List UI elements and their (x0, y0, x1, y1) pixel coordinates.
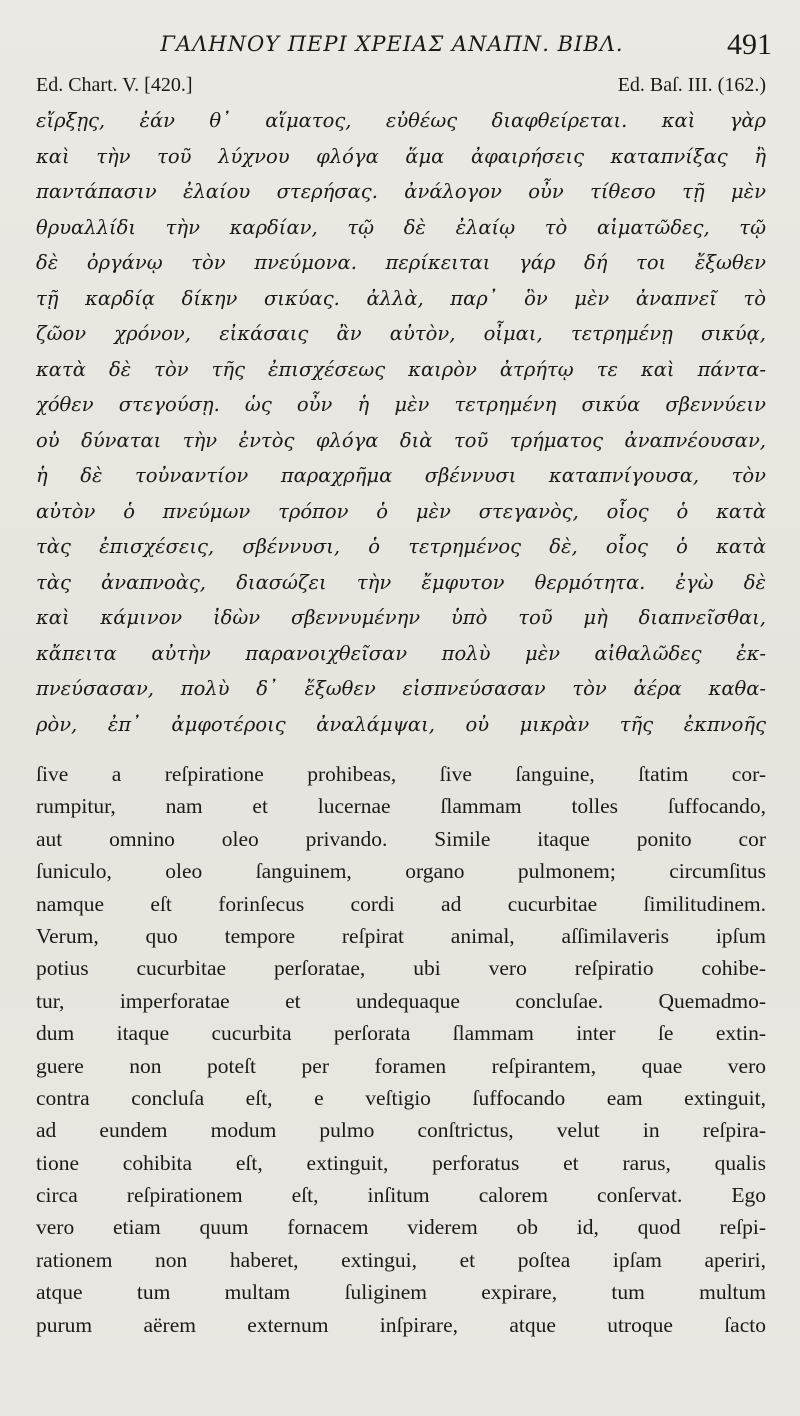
greek-text-line: τὰς ἐπισχέσεις, σβέννυσι, ὁ τετρημένος δὲ, οἷος ὁ κατὰ (36, 535, 766, 558)
latin-text-line: circa reſpirationem eſt, inſitum calorem conſervat. Ego (36, 1183, 766, 1208)
greek-text-line: ζῶον χρόνον, εἰκάσαις ἂν αὐτὸν, οἶμαι, τετρημένῃ σικύᾳ, (36, 322, 766, 345)
running-title: ΓΑΛΗΝΟΥ ΠΕΡΙ ΧΡΕΙΑΣ ΑΝΑΠΝ. ΒΙΒΛ. (160, 32, 624, 56)
latin-text-line: potius cucurbitae perſoratae, ubi vero reſpiratio cohibe- (36, 956, 766, 981)
greek-text-line: ρὸν, ἐπ᾽ ἀμφοτέροις ἀναλάμψαι, οὐ μικρὰν τῆς ἐκπνοῆς (36, 712, 766, 736)
latin-text-line: tur, imperforatae et undequaque concluſae. Quemadmo- (36, 988, 766, 1013)
greek-text-block (36, 103, 766, 742)
latin-text-line: vero etiam quum fornacem viderem ob id, quod reſpi- (36, 1215, 766, 1240)
greek-text-line: οὐ δύναται τὴν ἐντὸς φλόγα διὰ τοῦ τρήματος ἀναπνέουσαν, (36, 428, 766, 452)
greek-text-line: χόθεν στεγούσῃ. ὡς οὖν ἡ μὲν τετρημένη σικύα σβεννύειν (36, 393, 766, 416)
latin-text-line: rationem non haberet, extingui, et poſtea ipſam aperiri, (36, 1247, 766, 1272)
greek-text-line: καὶ κάμινον ἰδὼν σβεννυμένην ὑπὸ τοῦ μὴ διαπνεῖσθαι, (36, 606, 766, 629)
latin-text-line: ſive a reſpiratione prohibeas, ſive ſanguine, ſtatim cor- (36, 762, 766, 786)
latin-text-line: ad eundem modum pulmo conſtrictus, velut in reſpira- (36, 1118, 766, 1143)
greek-text-line: δὲ ὀργάνῳ τὸν πνεύμονα. περίκειται γάρ δή τοι ἔξωθεν (36, 251, 766, 274)
edition-left: Ed. Chart. V. [420.] (36, 74, 193, 96)
latin-text-block (36, 758, 766, 1341)
edition-right: Ed. Baſ. III. (162.) (617, 74, 766, 96)
greek-text-line: αὐτὸν ὁ πνεύμων τρόπον ὁ μὲν στεγανὸς, οἷος ὁ κατὰ (36, 499, 766, 523)
latin-text-line: tione cohibita eſt, extinguit, perforatus et rarus, qualis (36, 1150, 766, 1175)
greek-text-line: θρυαλλίδι τὴν καρδίαν, τῷ δὲ ἐλαίῳ τὸ αἱματῶδες, τῷ (36, 215, 766, 239)
page-number: 491 (727, 28, 772, 61)
latin-text-line: Verum, quo tempore reſpirat animal, aſſimilaveris ipſum (36, 923, 766, 948)
greek-text-line: καὶ τὴν τοῦ λύχνου φλόγα ἅμα ἀφαιρήσεις καταπνίξας ἢ (36, 144, 766, 168)
latin-text-line: rumpitur, nam et lucernae ſlammam tolles ſuffocando, (36, 794, 766, 819)
latin-text-line: contra concluſa eſt, e veſtigio ſuffocando eam extinguit, (36, 1085, 766, 1110)
latin-text-line: ſuniculo, oleo ſanguinem, organo pulmonem; circumſitus (36, 859, 766, 884)
greek-text-line: ἡ δὲ τοὐναντίον παραχρῆμα σβέννυσι καταπνίγουσα, τὸν (36, 464, 766, 487)
latin-text-line: guere non poteſt per foramen reſpirantem, quae vero (36, 1053, 766, 1078)
greek-text-line: εἴρξῃς, ἐάν θ᾽ αἵματος, εὐθέως διαφθείρεται. καὶ γὰρ (36, 109, 766, 132)
greek-text-line: κατὰ δὲ τὸν τῆς ἐπισχέσεως καιρὸν ἀτρήτῳ τε καὶ πάντα- (36, 357, 766, 381)
greek-text-line: τὰς ἀναπνοὰς, διασώζει τὴν ἔμφυτον θερμότητα. ἐγὼ δὲ (36, 570, 766, 594)
greek-text-line: κἄπειτα αὐτὴν παρανοιχθεῖσαν πολὺ μὲν αἰθαλῶδες ἐκ- (36, 641, 766, 665)
latin-text-line: atque tum multam ſuliginem expirare, tum multum (36, 1280, 766, 1305)
running-head (0, 26, 800, 66)
greek-text-line: τῇ καρδίᾳ δίκην σικύας. ἀλλὰ, παρ᾽ ὃν μὲν ἀναπνεῖ τὸ (36, 286, 766, 310)
latin-text-line: dum itaque cucurbita perſorata ſlammam inter ſe extin- (36, 1021, 766, 1046)
greek-text-line: παντάπασιν ἐλαίου στερήσας. ἀνάλογον οὖν τίθεσο τῇ μὲν (36, 180, 766, 203)
edition-line (36, 74, 766, 104)
latin-text-line: purum aërem externum inſpirare, atque utroque ſacto (36, 1312, 766, 1337)
latin-text-line: aut omnino oleo privando. Simile itaque ponito cor (36, 826, 766, 851)
latin-text-line: namque eſt forinſecus cordi ad cucurbitae ſimilitudinem. (36, 891, 766, 916)
greek-text-line: πνεύσασαν, πολὺ δ᾽ ἔξωθεν εἰσπνεύσασαν τὸν ἀέρα καθα- (36, 677, 766, 700)
